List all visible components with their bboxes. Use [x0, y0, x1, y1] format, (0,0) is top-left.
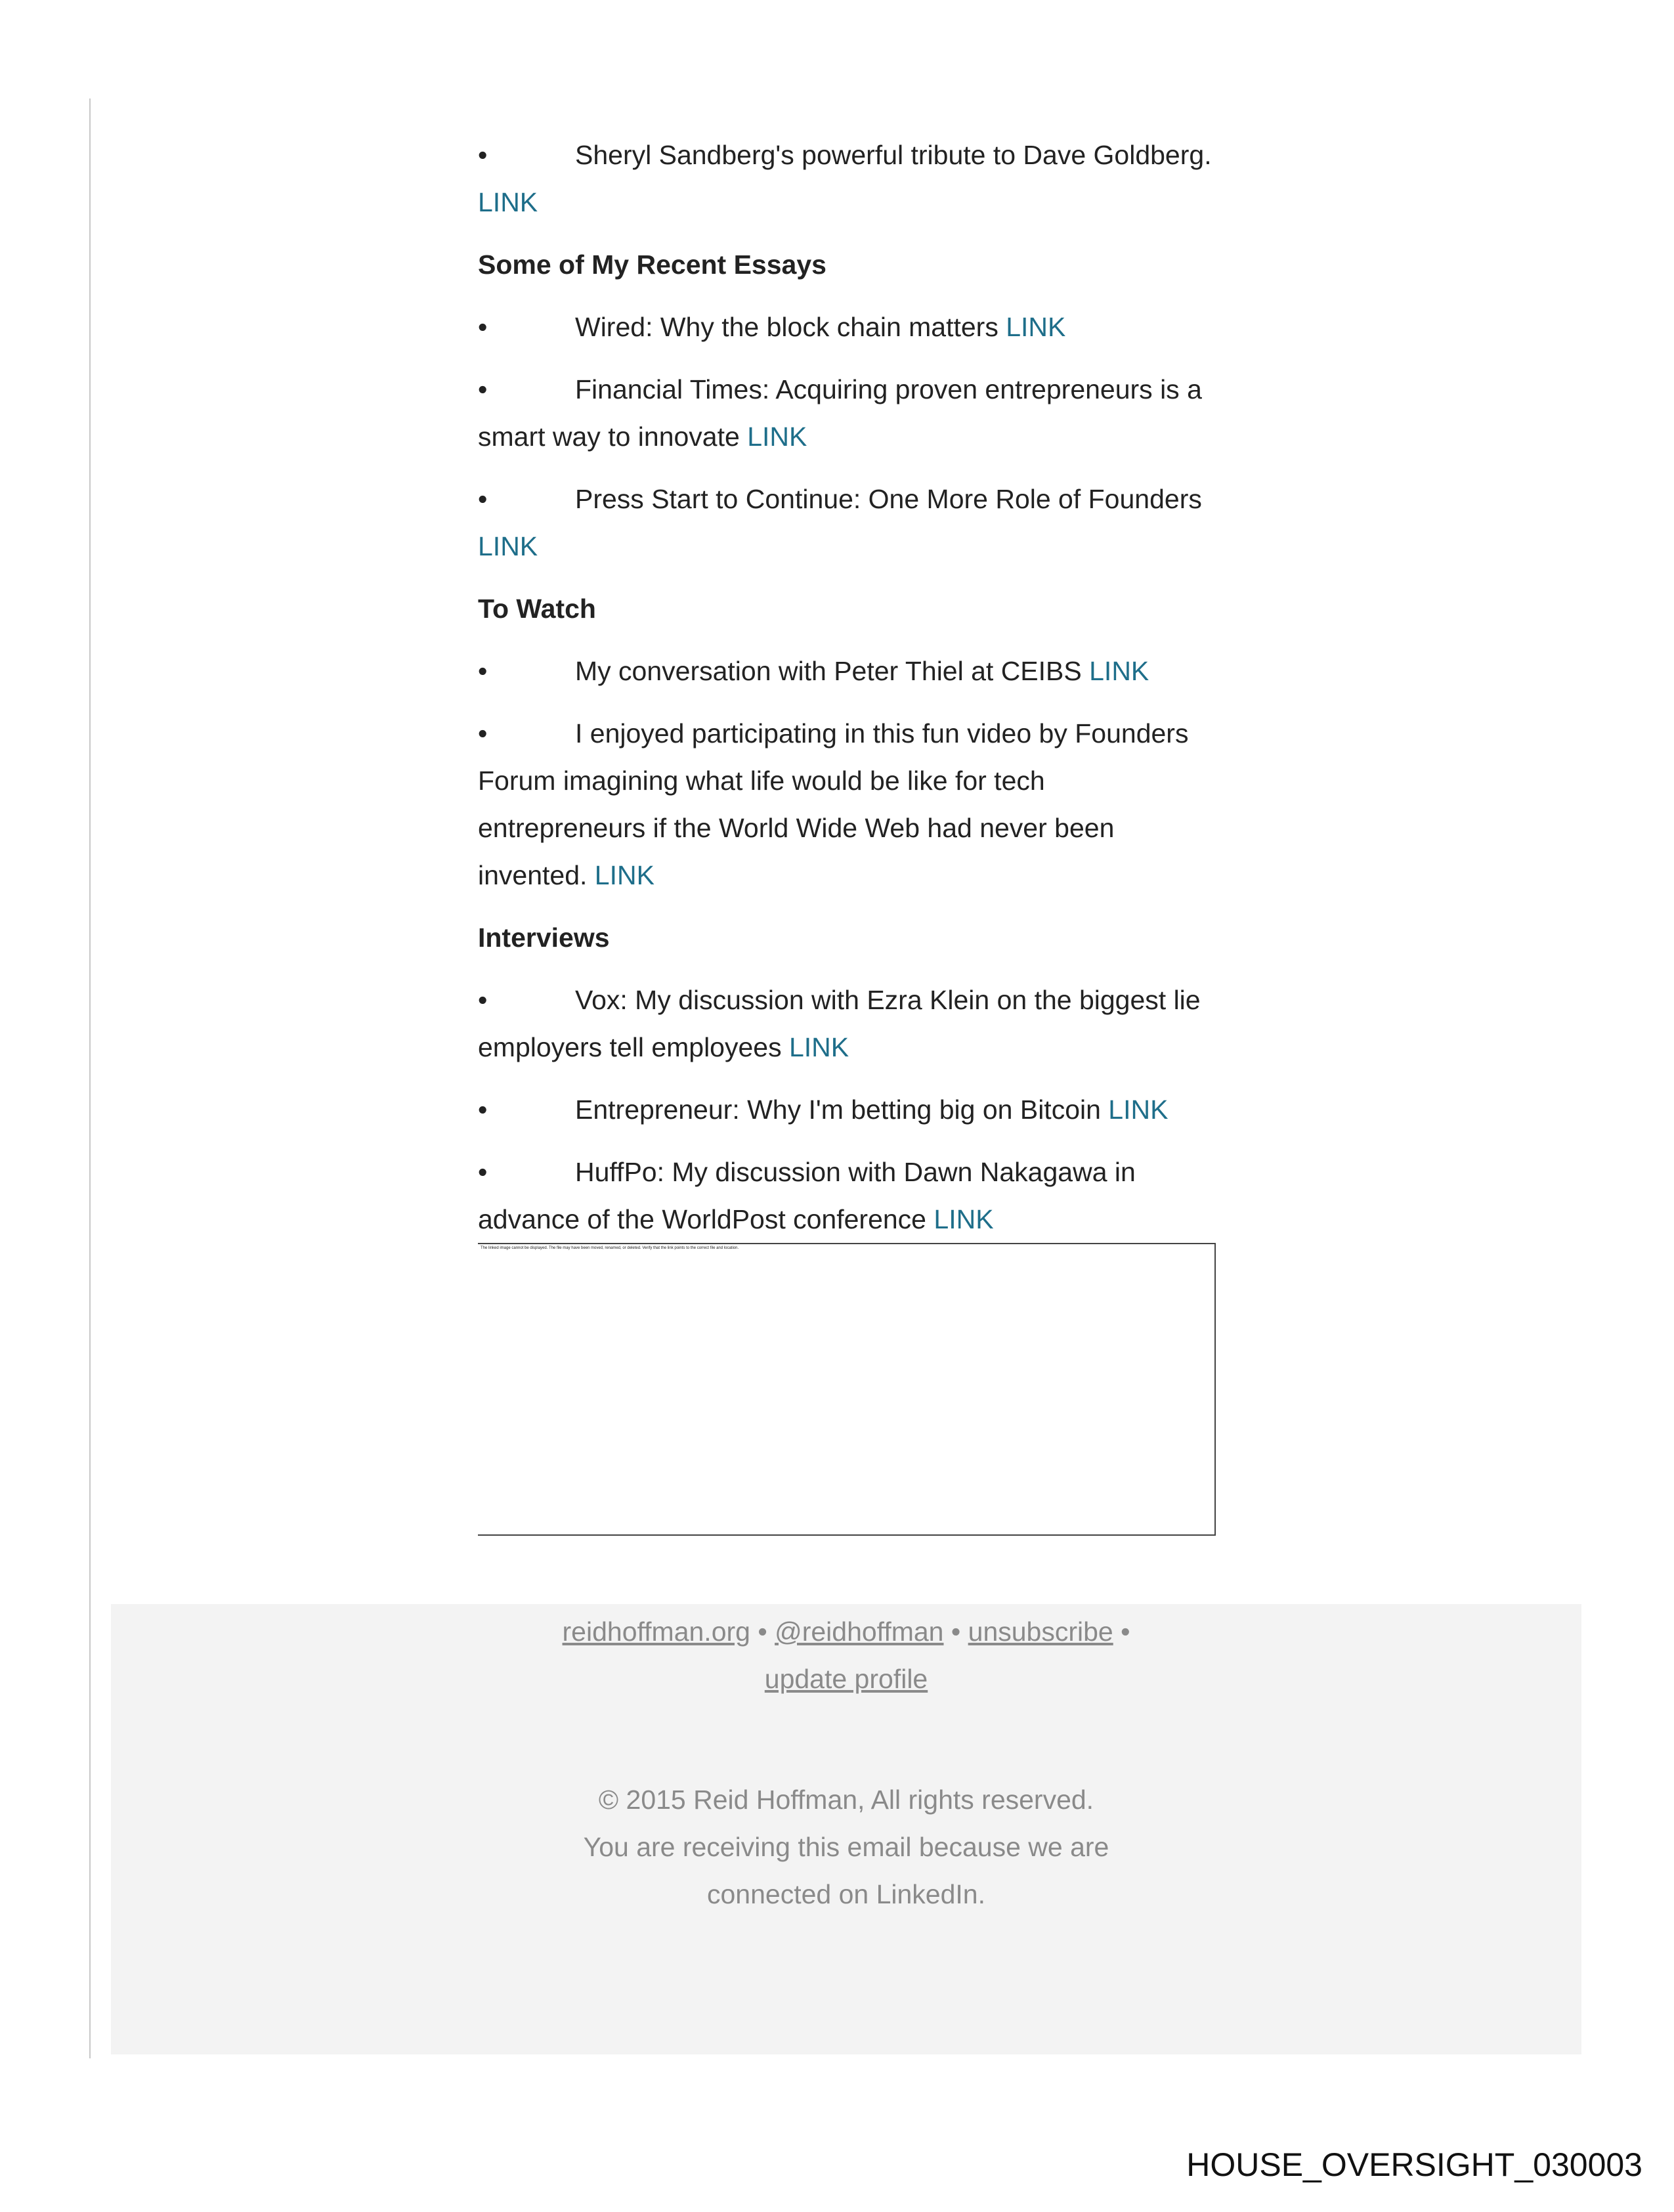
item-link[interactable]: LINK [1006, 312, 1066, 342]
footer-link-update-profile[interactable]: update profile [764, 1664, 928, 1694]
footer-links [111, 1608, 1581, 1702]
item-link[interactable]: LINK [1108, 1095, 1169, 1125]
bates-number: HOUSE_OVERSIGHT_030003 [1186, 2146, 1642, 2183]
item-link[interactable]: LINK [747, 422, 807, 452]
section-heading-essays: Some of My Recent Essays [478, 249, 826, 280]
item-link[interactable]: LINK [788, 1032, 849, 1062]
list-item [478, 366, 1216, 460]
list-item [478, 131, 1216, 226]
footer-separator: • [1113, 1616, 1130, 1647]
item-link[interactable]: LINK [594, 860, 655, 890]
bullet: • [478, 656, 488, 686]
email-footer [111, 1604, 1581, 2054]
bullet: • [478, 374, 488, 404]
item-text: HuffPo: My discussion with Dawn Nakagawa in advance of the WorldPost conference [478, 1157, 1136, 1234]
footer-separator: • [750, 1616, 775, 1647]
section-heading-to-watch: To Watch [478, 594, 596, 624]
list-item [478, 475, 1216, 570]
bullet: • [478, 312, 488, 342]
broken-image-placeholder [478, 1243, 1216, 1536]
item-text: Entrepreneur: Why I'm betting big on Bitcoin [575, 1095, 1109, 1125]
list-item [478, 1086, 1216, 1133]
item-text: Press Start to Continue: One More Role of Founders [575, 484, 1202, 514]
footer-separator: • [943, 1616, 968, 1647]
list-item [478, 303, 1216, 351]
item-link[interactable]: LINK [934, 1204, 994, 1234]
item-text: Sheryl Sandberg's powerful tribute to Dave Goldberg. [575, 140, 1212, 170]
footer-copyright: © 2015 Reid Hoffman, All rights reserved. [598, 1785, 1094, 1815]
bullet: • [478, 718, 488, 748]
footer-info [111, 1776, 1581, 1918]
bullet: • [478, 484, 488, 514]
email-body [478, 131, 1216, 1258]
footer-link-website[interactable]: reidhoffman.org [562, 1616, 750, 1647]
bullet: • [478, 1157, 488, 1187]
footer-link-unsubscribe[interactable]: unsubscribe [968, 1616, 1113, 1647]
footer-link-twitter[interactable]: @reidhoffman [775, 1616, 944, 1647]
item-text: I enjoyed participating in this fun video by Founders Forum imagining what life would be like for tech entrepreneurs if the World Wide Web had never been invented. [478, 718, 1189, 890]
item-text: Vox: My discussion with Ezra Klein on the biggest lie employers tell employees [478, 985, 1201, 1062]
bullet: • [478, 1095, 488, 1125]
footer-notice-line2: connected on LinkedIn. [707, 1879, 985, 1909]
left-margin-rule [89, 98, 91, 2058]
item-text: Financial Times: Acquiring proven entrepreneurs is a smart way to innovate [478, 374, 1202, 452]
list-item [478, 976, 1216, 1071]
item-link[interactable]: LINK [1089, 656, 1149, 686]
list-item [478, 647, 1216, 695]
bullet: • [478, 140, 488, 170]
list-item [478, 1148, 1216, 1243]
bullet: • [478, 985, 488, 1015]
broken-image-caption: The linked image cannot be displayed. The file may have been moved, renamed, or deleted. Verify that the link points to the correct file and location. [481, 1246, 739, 1250]
item-link[interactable]: LINK [478, 531, 538, 561]
section-heading-interviews: Interviews [478, 922, 610, 953]
item-text: My conversation with Peter Thiel at CEIBS [575, 656, 1090, 686]
list-item [478, 710, 1216, 899]
item-link[interactable]: LINK [478, 187, 538, 217]
footer-notice-line1: You are receiving this email because we are [583, 1832, 1109, 1862]
item-text: Wired: Why the block chain matters [575, 312, 1006, 342]
